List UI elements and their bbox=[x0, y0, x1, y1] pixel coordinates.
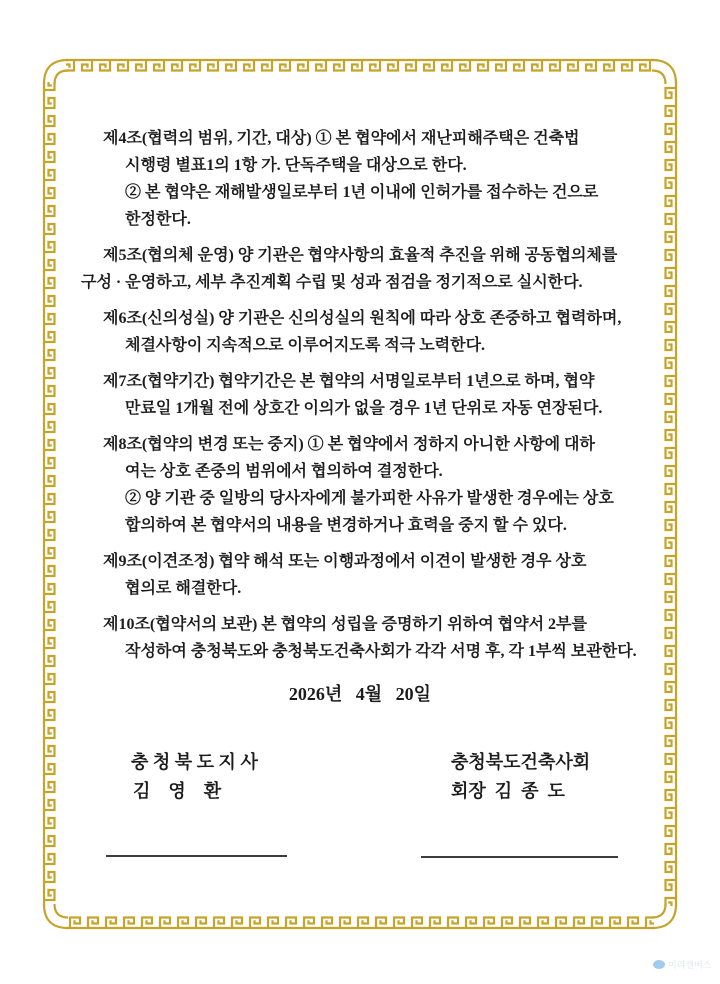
article-line: 한정한다. bbox=[125, 211, 191, 228]
article-line: 제7조(협약기간) 협약기간은 본 협약의 서명일로부터 1년으로 하며, 협약 bbox=[103, 373, 595, 390]
signer-right-title: 충청북도건축사회 bbox=[451, 752, 591, 772]
article-line: 제5조(협의체 운영) 양 기관은 협약사항의 효율적 추진을 위해 공동협의체를 bbox=[103, 247, 618, 264]
article-line: 만료일 1개월 전에 상호간 이의가 없을 경우 1년 단위로 자동 연장된다. bbox=[125, 400, 603, 417]
watermark bbox=[653, 958, 711, 971]
article-line: 체결사항이 지속적으로 이루어지도록 적극 노력한다. bbox=[125, 337, 486, 354]
article bbox=[103, 431, 648, 539]
article bbox=[81, 242, 648, 296]
article bbox=[103, 368, 648, 422]
article-line: 제9조(이견조정) 협약 해석 또는 이행과정에서 이견이 발생한 경우 상호 bbox=[103, 553, 587, 570]
signer-right-name: 회장 김 종 도 bbox=[451, 781, 565, 801]
article bbox=[103, 305, 648, 359]
article bbox=[103, 125, 648, 233]
article-line: 시행령 별표1의 1항 가. 단독주택을 대상으로 한다. bbox=[125, 157, 467, 174]
signer-left-title: 충 청 북 도 지 사 bbox=[131, 752, 258, 772]
article-line: ② 본 협약은 재해발생일로부터 1년 이내에 인허가를 접수하는 건으로 bbox=[125, 184, 599, 201]
article-line: 제10조(협약서의 보관) 본 협약의 성립을 증명하기 위하여 협약서 2부를 bbox=[103, 616, 587, 633]
article-line: 제8조(협약의 변경 또는 중지) ① 본 협약에서 정하지 아니한 사항에 대하 bbox=[103, 436, 595, 453]
signature-line-left bbox=[106, 855, 287, 857]
article-line: 제6조(신의성실) 양 기관은 신의성실의 원칙에 따라 상호 존중하고 협력하며, bbox=[103, 310, 622, 327]
signature-line-right bbox=[421, 856, 618, 858]
signer-left-name: 김 영 환 bbox=[133, 781, 222, 801]
article bbox=[103, 611, 648, 665]
watermark-text: 미리캔버스 bbox=[668, 960, 712, 970]
article-line: 협의로 해결한다. bbox=[125, 580, 242, 597]
agreement-date: 2026년 4월 20일 bbox=[288, 684, 432, 704]
articles bbox=[81, 125, 648, 674]
article-line: ② 양 기관 중 일방의 당사자에게 불가피한 사유가 발생한 경우에는 상호 bbox=[125, 490, 614, 507]
article-line: 작성하여 충청북도와 충청북도건축사회가 각각 서명 후, 각 1부씩 보관한다. bbox=[125, 643, 637, 660]
article-line: 제4조(협력의 범위, 기간, 대상) ① 본 협약에서 재난피해주택은 건축법 bbox=[103, 130, 580, 147]
article-line: 구성 · 운영하고, 세부 추진계획 수립 및 성과 점검을 정기적으로 실시한다. bbox=[81, 274, 583, 291]
article-line: 합의하여 본 협약서의 내용을 변경하거나 효력을 중지 할 수 있다. bbox=[125, 517, 567, 534]
article-line: 여는 상호 존중의 범위에서 협의하여 결정한다. bbox=[125, 463, 443, 480]
watermark-logo-icon bbox=[653, 960, 665, 969]
article bbox=[103, 548, 648, 602]
